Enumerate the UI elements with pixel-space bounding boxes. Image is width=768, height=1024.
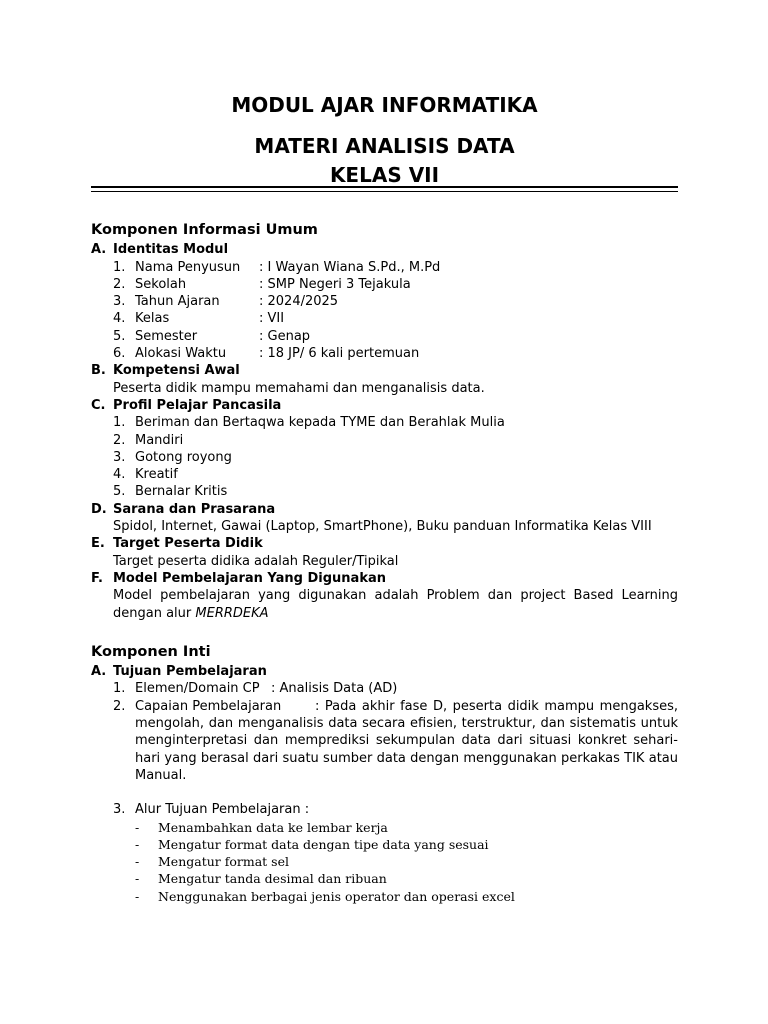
atp-item xyxy=(91,819,678,836)
item-key: Alokasi Waktu xyxy=(135,346,227,362)
subsection-title: Sarana dan Prasarana xyxy=(113,501,276,517)
paragraph-text: Model pembelajaran yang digunakan adalah Problem dan project Based Learning dengan alur xyxy=(113,588,678,621)
item-number: 2. xyxy=(113,698,126,714)
item-value: : 18 JP/ 6 kali pertemuan xyxy=(259,346,420,362)
list-item xyxy=(91,449,678,466)
item-number: 5. xyxy=(113,484,126,500)
item-value: : Analisis Data (AD) xyxy=(271,681,398,697)
list-item xyxy=(91,680,678,697)
item-value: : SMP Negeri 3 Tejakula xyxy=(259,276,411,292)
atp-text: Nenggunakan berbagai jenis operator dan operasi excel xyxy=(158,888,515,904)
list-item xyxy=(91,345,678,362)
subsection-tujuan xyxy=(91,663,678,680)
subsection-profil xyxy=(91,397,678,414)
list-item xyxy=(91,466,678,483)
atp-text: Mengatur format sel xyxy=(158,854,289,870)
subsection-letter: A. xyxy=(91,664,107,680)
atp-text: Mengatur tanda desimal dan ribuan xyxy=(158,871,387,887)
document-class: KELAS VII xyxy=(329,163,440,187)
item-key: Capaian Pembelajaran xyxy=(135,698,282,714)
item-number: 4. xyxy=(113,467,126,483)
item-value: : I Wayan Wiana S.Pd., M.Pd xyxy=(259,259,441,275)
list-item xyxy=(91,698,678,784)
title-rule-thin xyxy=(91,191,678,192)
subsection-letter: B. xyxy=(91,363,106,379)
item-value: : 2024/2025 xyxy=(259,294,339,310)
atp-item xyxy=(91,888,678,905)
list-item xyxy=(91,328,678,345)
item-number: 1. xyxy=(113,259,126,275)
document-body xyxy=(91,220,678,905)
subsection-letter: F. xyxy=(91,570,103,586)
list-item xyxy=(91,801,678,818)
item-key: Kelas xyxy=(135,311,170,327)
item-value: : VII xyxy=(259,311,285,327)
document-subtitle: MATERI ANALISIS DATA xyxy=(254,134,515,158)
paragraph xyxy=(91,587,678,622)
title-rule-thick xyxy=(91,186,678,188)
document-title: MODUL AJAR INFORMATIKA xyxy=(231,93,538,117)
subsection-title: Target Peserta Didik xyxy=(113,536,263,552)
item-key: Tahun Ajaran xyxy=(135,294,220,310)
item-value: : Pada akhir fase D, peserta didik mampu mengakses, mengolah, dan menganalisis data secara efisien, terstruktur, dan sistematis untuk menginterpretasi dan memprediksi sekumpulan data dari situasi konkret sehari-hari yang berasal dari suatu sumber data dengan menggunakan perkakas TIK atau Manual. xyxy=(135,698,678,783)
item-text: Alur Tujuan Pembelajaran : xyxy=(135,802,310,818)
item-text: Bernalar Kritis xyxy=(135,484,228,500)
paragraph-italic: MERRDEKA xyxy=(195,605,269,621)
item-number: 3. xyxy=(113,449,126,465)
subsection-title: Model Pembelajaran Yang Digunakan xyxy=(113,570,386,586)
subsection-letter: A. xyxy=(91,242,107,258)
subsection-title: Profil Pelajar Pancasila xyxy=(113,397,282,413)
subsection-kompetensi xyxy=(91,362,678,379)
dash-marker: - xyxy=(135,836,140,852)
item-text: Kreatif xyxy=(135,467,178,483)
atp-item xyxy=(91,853,678,870)
item-key: Elemen/Domain CP xyxy=(135,681,260,697)
subsection-letter: C. xyxy=(91,397,106,413)
subsection-identitas xyxy=(91,241,678,258)
item-number: 1. xyxy=(113,415,126,431)
dash-marker: - xyxy=(135,854,140,870)
atp-text: Menambahkan data ke lembar kerja xyxy=(158,819,388,835)
paragraph: Target peserta didika adalah Reguler/Tipikal xyxy=(113,553,399,569)
list-item xyxy=(91,259,678,276)
item-key: Nama Penyusun xyxy=(135,259,241,275)
item-number: 5. xyxy=(113,328,126,344)
subsection-letter: E. xyxy=(91,536,105,552)
subsection-title: Kompetensi Awal xyxy=(113,363,240,379)
item-text: Gotong royong xyxy=(135,449,232,465)
subsection-title: Tujuan Pembelajaran xyxy=(113,664,267,680)
atp-item xyxy=(91,870,678,887)
section-heading-inti: Komponen Inti xyxy=(91,643,211,660)
paragraph: Spidol, Internet, Gawai (Laptop, SmartPhone), Buku panduan Informatika Kelas VIII xyxy=(113,519,652,535)
atp-text: Mengatur format data dengan tipe data yang sesuai xyxy=(158,836,489,852)
dash-marker: - xyxy=(135,871,140,887)
paragraph: Peserta didik mampu memahami dan menganalisis data. xyxy=(113,380,485,396)
dash-marker: - xyxy=(135,888,140,904)
item-text: Beriman dan Bertaqwa kepada TYME dan Berahlak Mulia xyxy=(135,415,505,431)
subsection-title: Identitas Modul xyxy=(113,242,229,258)
dash-marker: - xyxy=(135,819,140,835)
subsection-model xyxy=(91,570,678,587)
item-value: : Genap xyxy=(259,328,311,344)
list-item xyxy=(91,432,678,449)
item-number: 6. xyxy=(113,346,126,362)
item-text: Mandiri xyxy=(135,432,184,448)
item-number: 1. xyxy=(113,681,126,697)
item-key: Sekolah xyxy=(135,276,187,292)
item-number: 3. xyxy=(113,802,126,818)
item-number: 2. xyxy=(113,276,126,292)
list-item xyxy=(91,276,678,293)
item-number: 3. xyxy=(113,294,126,310)
list-item xyxy=(91,483,678,500)
section-heading-umum: Komponen Informasi Umum xyxy=(91,222,318,238)
atp-item xyxy=(91,836,678,853)
item-number: 2. xyxy=(113,432,126,448)
list-item xyxy=(91,293,678,310)
list-item xyxy=(91,310,678,327)
subsection-sarana xyxy=(91,501,678,518)
item-number: 4. xyxy=(113,311,126,327)
subsection-letter: D. xyxy=(91,501,107,517)
subsection-target xyxy=(91,535,678,552)
list-item xyxy=(91,414,678,431)
item-key: Semester xyxy=(135,328,198,344)
